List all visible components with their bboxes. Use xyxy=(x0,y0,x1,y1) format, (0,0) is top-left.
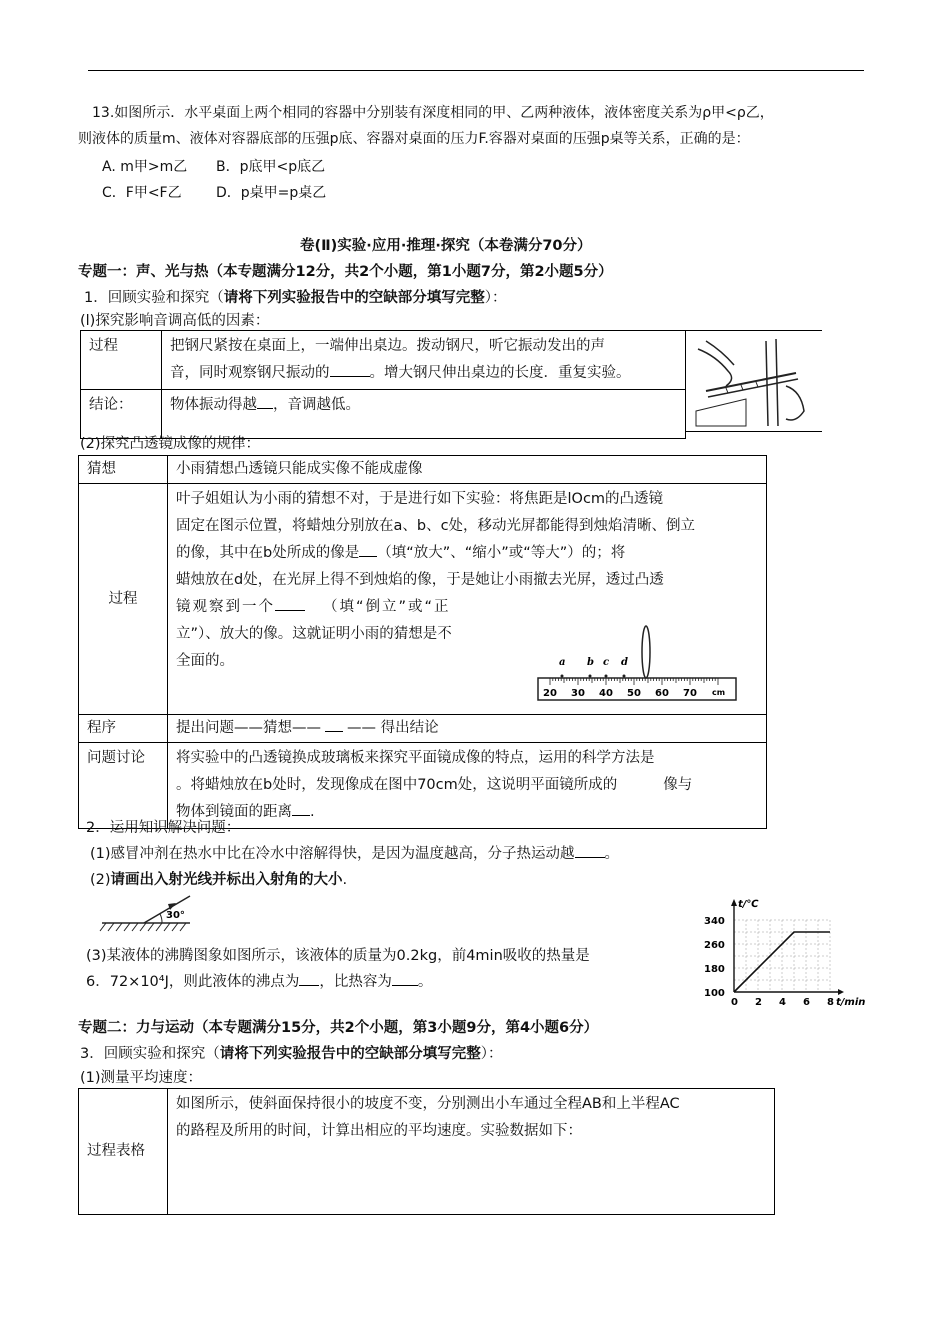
y-tick-label: 100 xyxy=(704,988,725,999)
topic2-title: 专题二：力与运动（本专题满分15分，共2个小题，第3小题9分，第4小题6分） xyxy=(78,1020,599,1036)
x-axis-arrow-icon xyxy=(838,989,844,995)
reflection-figure xyxy=(98,890,208,936)
candle-position-dot xyxy=(605,675,608,678)
q13-option-b: B．p底甲<p底乙 xyxy=(216,159,326,175)
candle-position-d: d xyxy=(621,657,628,668)
ruler-desk-icon xyxy=(686,331,822,431)
t2-d3: 物体到镜面的距离 . xyxy=(176,799,758,826)
x-axis-label: t/min xyxy=(836,997,866,1008)
t2-guess-text: 小雨猜想凸透镜只能成实像不能成虚像 xyxy=(168,456,767,484)
candle-position-b: b xyxy=(587,657,594,668)
t2-guess-label: 猜想 xyxy=(79,456,168,484)
ruler-tick-label: 50 xyxy=(627,688,641,699)
q3-intro: 3．回顾实验和探究（请将下列实验报告中的空缺部分填写完整）： xyxy=(80,1046,503,1062)
t2-program-text: 提出问题——猜想—— —— 得出结论 xyxy=(168,715,767,743)
t1-process-line2: 音，同时观察钢尺振动的 。增大钢尺伸出桌边的长度．重复实验。 xyxy=(170,360,677,387)
t2-process-cell xyxy=(168,484,767,715)
ruler-tick-label: 70 xyxy=(683,688,697,699)
y-axis-label: t/℃ xyxy=(738,899,759,910)
lens-ruler-figure xyxy=(536,624,740,706)
t2-p7: 全面的。 xyxy=(176,653,234,669)
candle-position-dot xyxy=(561,675,564,678)
section2-title: 卷(Ⅱ)实验·应用·推理·探究（本卷满分70分） xyxy=(300,238,592,254)
q13-option-a: A. m甲>m乙 xyxy=(102,159,188,175)
convex-lens-icon xyxy=(642,626,650,678)
boiling-graph xyxy=(700,896,866,1010)
y-tick-label: 180 xyxy=(704,964,725,975)
t2-program-label: 程序 xyxy=(79,715,168,743)
y-tick-label: 340 xyxy=(704,916,725,927)
t2-process-label: 过程 xyxy=(79,484,168,715)
q2-3-line1: (3)某液体的沸腾图象如图所示，该液体的质量为0.2kg，前4min吸收的热量是 xyxy=(86,948,590,964)
ruler-unit: cm xyxy=(712,688,726,697)
t1-conclusion-cell: 物体振动得越 ，音调越低。 xyxy=(162,390,686,439)
speed-experiment-table xyxy=(78,1088,775,1215)
t3-line2: 的路程及所用的时间，计算出相应的平均速度。实验数据如下： xyxy=(176,1123,582,1139)
t3-label: 过程表格 xyxy=(79,1089,168,1215)
t2-p5: 镜观察到一个 （填“倒立”或“正 xyxy=(176,594,758,621)
t2-p3: 的像，其中在b处所成的像是 （填“放大”、“缩小”或“等大”）的；将 xyxy=(176,540,758,567)
sub2-title: (2)探究凸透镜成像的规律： xyxy=(80,436,261,452)
x-tick-label: 2 xyxy=(755,997,762,1008)
q2-1: (1)感冒冲剂在热水中比在冷水中溶解得快，是因为温度越高，分子热运动越 。 xyxy=(90,842,619,863)
y-tick-label: 260 xyxy=(704,940,725,951)
t2-d1: 将实验中的凸透镜换成玻璃板来探究平面镜成像的特点，运用的科学方法是 xyxy=(176,750,655,766)
y-axis-arrow-icon xyxy=(731,899,737,906)
candle-position-c: c xyxy=(603,657,610,668)
t2-p2: 固定在图示位置，将蜡烛分别放在a、b、c处，移动光屏都能得到烛焰清晰、倒立 xyxy=(176,518,696,534)
x-tick-label: 6 xyxy=(803,997,810,1008)
header-rule xyxy=(88,70,864,71)
topic1-title: 专题一：声、光与热（本专题满分12分，共2个小题，第1小题7分，第2小题5分） xyxy=(78,264,613,280)
angle-label: 30° xyxy=(166,910,185,921)
t2-p6: 立”）、放大的像。这就证明小雨的猜想是不 xyxy=(176,626,452,642)
q2-3-line2: 6．72×10⁴J，则此液体的沸点为 ，比热容为 。 xyxy=(86,970,432,991)
candle-position-dot xyxy=(589,675,592,678)
ruler-tick-label: 30 xyxy=(571,688,585,699)
t3-cell xyxy=(168,1089,775,1215)
q13-option-c: C．F甲<F乙 xyxy=(102,185,182,201)
x-tick-label: 8 xyxy=(827,997,834,1008)
candle-position-dot xyxy=(623,675,626,678)
ruler-tick-label: 20 xyxy=(543,688,557,699)
candle-position-a: a xyxy=(559,657,566,668)
t1-process-line1: 把钢尺紧按在桌面上，一端伸出桌边。拨动钢尺，听它振动发出的声 xyxy=(170,338,605,354)
q13-line1: 13.如图所示．水平桌面上两个相同的容器中分别装有深度相同的甲、乙两种液体，液体密度关系为ρ甲<ρ乙， xyxy=(92,105,774,121)
pitch-experiment-table xyxy=(80,330,686,439)
t2-d2: 。将蜡烛放在b处时，发现像成在图中70cm处，这说明平面镜所成的 像与 xyxy=(176,777,693,793)
q1-intro: 1．回顾实验和探究（请将下列实验报告中的空缺部分填写完整）： xyxy=(84,290,507,306)
topic2-sub1-title: (1)测量平均速度： xyxy=(80,1070,203,1086)
t2-discuss-label: 问题讨论 xyxy=(79,743,168,829)
x-tick-label: 0 xyxy=(731,997,738,1008)
q2-title: 2．运用知识解决问题： xyxy=(86,820,241,836)
ruler-tick-label: 60 xyxy=(655,688,669,699)
t2-p4: 蜡烛放在d处，在光屏上得不到烛焰的像，于是她让小雨撤去光屏，透过凸透 xyxy=(176,572,664,588)
t2-p1: 叶子姐姐认为小雨的猜想不对，于是进行如下实验：将焦距是lOcm的凸透镜 xyxy=(176,491,664,507)
q13-option-d: D．p桌甲=p桌乙 xyxy=(216,185,327,201)
lens-experiment-table xyxy=(78,455,767,829)
ruler-tick-label: 40 xyxy=(599,688,613,699)
sub1-title: (l)探究影响音调高低的因素： xyxy=(80,313,270,329)
t1-process-label: 过程 xyxy=(81,331,162,390)
x-tick-label: 4 xyxy=(779,997,786,1008)
t1-conclusion-label: 结论： xyxy=(81,390,162,439)
q2-2: (2)请画出入射光线并标出入射角的大小. xyxy=(90,872,348,888)
ruler-desk-figure xyxy=(686,330,822,432)
q13-line2: 则液体的质量m、液体对容器底部的压强p底、容器对桌面的压力F.容器对桌面的压强p桌等关系，正确的是： xyxy=(78,131,750,147)
t2-discuss-cell xyxy=(168,743,767,829)
t1-process-cell xyxy=(162,331,686,390)
t3-line1: 如图所示，使斜面保持很小的坡度不变，分别测出小车通过全程AB和上半程AC xyxy=(176,1096,680,1112)
